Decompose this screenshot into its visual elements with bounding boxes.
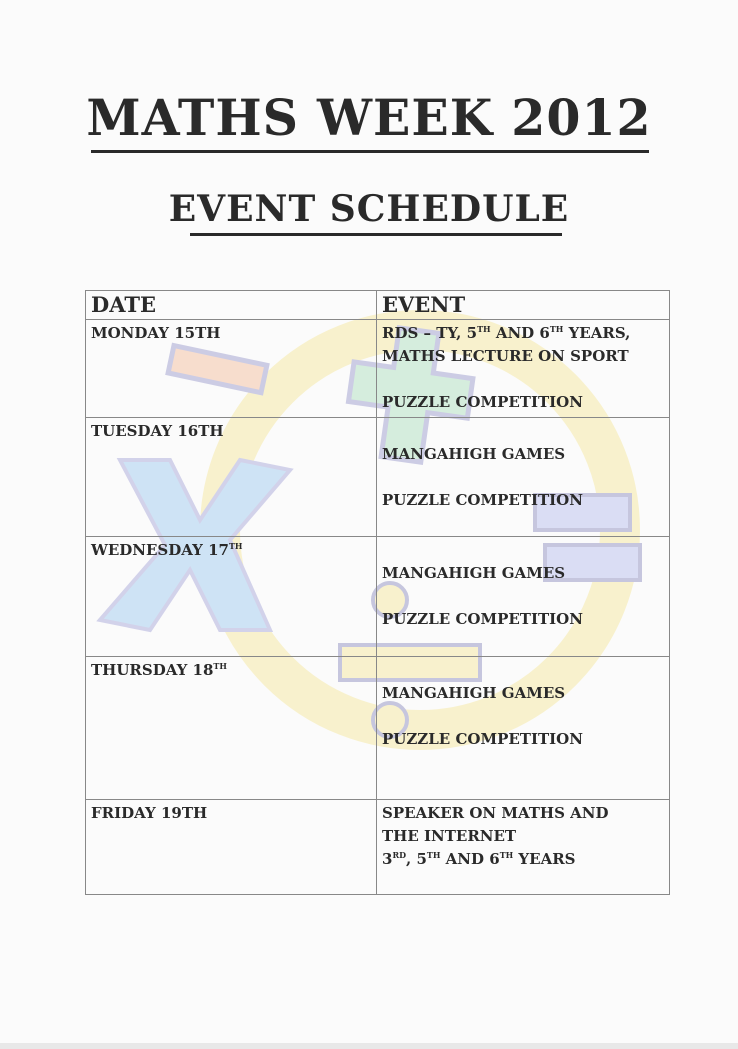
text-segment: , 5 — [406, 850, 427, 868]
table-row — [86, 537, 670, 657]
text-segment: WEDNESDAY 17 — [91, 541, 229, 559]
text-segment: PUZZLE COMPETITION — [382, 610, 583, 628]
ordinal-suffix: TH — [549, 324, 564, 334]
blank-line — [382, 368, 664, 391]
text-segment: THURSDAY 18 — [91, 661, 214, 679]
event-line — [382, 345, 664, 368]
document-subtitle: EVENT SCHEDULE — [168, 188, 570, 230]
column-header-event: EVENT — [377, 291, 670, 320]
text-segment: THE INTERNET — [382, 827, 517, 845]
document-title: MATHS WEEK 2012 — [86, 88, 652, 147]
blank-line — [382, 466, 664, 489]
text-segment: 3 — [382, 850, 393, 868]
text-segment: MANGAHIGH GAMES — [382, 445, 566, 463]
date-cell — [86, 537, 377, 657]
subtitle-underline — [190, 233, 562, 236]
text-segment: SPEAKER ON MATHS AND — [382, 804, 609, 822]
scan-edge — [0, 1043, 738, 1049]
column-header-date: DATE — [86, 291, 377, 320]
table-row — [86, 418, 670, 537]
text-segment: AND 6 — [440, 850, 500, 868]
text-segment: PUZZLE COMPETITION — [382, 491, 583, 509]
table-row — [86, 657, 670, 800]
table-row — [86, 320, 670, 418]
event-line — [382, 728, 664, 751]
blank-line — [382, 539, 664, 562]
ordinal-suffix: RD — [392, 850, 407, 860]
text-segment: YEARS, — [563, 324, 631, 342]
table-header-row — [86, 291, 670, 320]
blank-line — [382, 705, 664, 728]
text-segment: PUZZLE COMPETITION — [382, 393, 583, 411]
blank-line — [382, 585, 664, 608]
event-line — [382, 391, 664, 414]
event-cell — [377, 537, 670, 657]
event-line — [382, 848, 664, 871]
text-segment: MONDAY 15TH — [91, 324, 221, 342]
blank-line — [382, 420, 664, 443]
event-line — [382, 322, 664, 345]
title-underline — [91, 150, 649, 153]
text-segment: AND 6 — [490, 324, 550, 342]
ordinal-suffix: TH — [228, 541, 243, 551]
date-cell — [86, 418, 377, 537]
event-line — [382, 562, 664, 585]
event-line — [382, 489, 664, 512]
event-line — [382, 608, 664, 631]
text-segment: MANGAHIGH GAMES — [382, 564, 566, 582]
ordinal-suffix: TH — [477, 324, 491, 334]
text-segment: MATHS LECTURE ON SPORT — [382, 347, 629, 365]
event-schedule-table — [85, 290, 670, 895]
text-segment: PUZZLE COMPETITION — [382, 730, 583, 748]
date-cell — [86, 800, 377, 895]
event-cell — [377, 320, 670, 418]
ordinal-suffix: TH — [213, 661, 227, 671]
event-cell — [377, 800, 670, 895]
ordinal-suffix: TH — [426, 850, 441, 860]
date-cell — [86, 657, 377, 800]
text-segment: YEARS — [513, 850, 576, 868]
table-body — [86, 320, 670, 895]
table-row — [86, 800, 670, 895]
event-line — [382, 825, 664, 848]
text-segment: TUESDAY 16TH — [91, 422, 224, 440]
event-cell — [377, 657, 670, 800]
event-line — [382, 443, 664, 466]
text-segment: MANGAHIGH GAMES — [382, 684, 566, 702]
text-segment: FRIDAY 19TH — [91, 804, 208, 822]
text-segment: RDS – TY, 5 — [382, 324, 478, 342]
event-cell — [377, 418, 670, 537]
blank-line — [382, 659, 664, 682]
event-line — [382, 802, 664, 825]
ordinal-suffix: TH — [499, 850, 514, 860]
event-line — [382, 682, 664, 705]
date-cell — [86, 320, 377, 418]
